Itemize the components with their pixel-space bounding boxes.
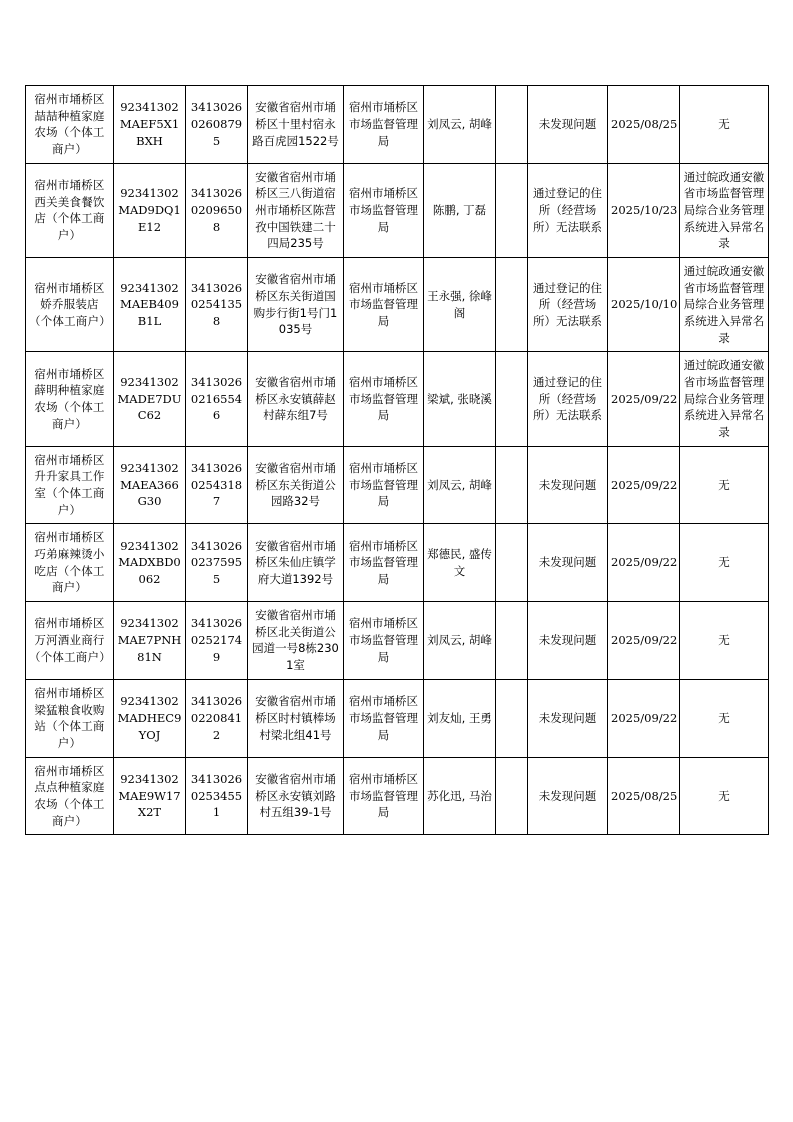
cell-registration-number: 341302602375955 — [186, 524, 248, 602]
cell-date: 2025/09/22 — [608, 524, 680, 602]
cell-remark: 通过皖政通安徽省市场监督管理局综合业务管理系统进入异常名录 — [680, 352, 769, 446]
cell-registration-number: 341302602096508 — [186, 163, 248, 257]
cell-remark: 无 — [680, 524, 769, 602]
cell-unified-social-credit-code: 92341302MAE7PNH81N — [114, 602, 186, 680]
cell-spare — [496, 524, 528, 602]
cell-result: 通过登记的住所（经营场所）无法联系 — [528, 352, 608, 446]
cell-remark: 通过皖政通安徽省市场监督管理局综合业务管理系统进入异常名录 — [680, 258, 769, 352]
cell-date: 2025/09/22 — [608, 352, 680, 446]
cell-persons: 苏化迅, 马治 — [424, 757, 496, 835]
cell-address: 安徽省宿州市埇桥区永安镇刘路村五组39-1号 — [248, 757, 344, 835]
cell-address: 安徽省宿州市埇桥区永安镇薛赵村薛东组7号 — [248, 352, 344, 446]
cell-date: 2025/10/23 — [608, 163, 680, 257]
cell-authority: 宿州市埇桥区市场监督管理局 — [344, 679, 424, 757]
cell-registration-number: 341302602521749 — [186, 602, 248, 680]
cell-persons: 梁斌, 张晓溪 — [424, 352, 496, 446]
cell-spare — [496, 163, 528, 257]
cell-name: 宿州市埇桥区万河酒业商行（个体工商户） — [26, 602, 114, 680]
cell-name: 宿州市埇桥区喆喆种植家庭农场（个体工商户） — [26, 86, 114, 164]
table-row — [26, 446, 769, 524]
cell-name: 宿州市埇桥区西关美食餐饮店（个体工商户） — [26, 163, 114, 257]
cell-spare — [496, 258, 528, 352]
cell-unified-social-credit-code: 92341302MAEA366G30 — [114, 446, 186, 524]
cell-unified-social-credit-code: 92341302MADXBD0062 — [114, 524, 186, 602]
cell-address: 安徽省宿州市埇桥区三八街道宿州市埇桥区陈营孜中国铁建二十四局235号 — [248, 163, 344, 257]
cell-name: 宿州市埇桥区升升家具工作室（个体工商户） — [26, 446, 114, 524]
cell-authority: 宿州市埇桥区市场监督管理局 — [344, 524, 424, 602]
table-row — [26, 524, 769, 602]
cell-result: 未发现问题 — [528, 524, 608, 602]
cell-registration-number: 341302602541358 — [186, 258, 248, 352]
cell-unified-social-credit-code: 92341302MADE7DUC62 — [114, 352, 186, 446]
cell-authority: 宿州市埇桥区市场监督管理局 — [344, 352, 424, 446]
cell-authority: 宿州市埇桥区市场监督管理局 — [344, 757, 424, 835]
cell-result: 未发现问题 — [528, 446, 608, 524]
cell-name: 宿州市埇桥区娇乔服装店（个体工商户） — [26, 258, 114, 352]
cell-registration-number: 341302602165546 — [186, 352, 248, 446]
cell-name: 宿州市埇桥区薛明种植家庭农场（个体工商户） — [26, 352, 114, 446]
cell-remark: 无 — [680, 602, 769, 680]
cell-address: 安徽省宿州市埇桥区时村镇棒场村梁北组41号 — [248, 679, 344, 757]
table-row — [26, 258, 769, 352]
cell-name: 宿州市埇桥区梁猛粮食收购站（个体工商户） — [26, 679, 114, 757]
cell-unified-social-credit-code: 92341302MAD9DQ1E12 — [114, 163, 186, 257]
cell-result: 未发现问题 — [528, 679, 608, 757]
cell-spare — [496, 352, 528, 446]
cell-authority: 宿州市埇桥区市场监督管理局 — [344, 258, 424, 352]
cell-persons: 陈鹏, 丁磊 — [424, 163, 496, 257]
cell-unified-social-credit-code: 92341302MAEF5X1BXH — [114, 86, 186, 164]
cell-persons: 刘凤云, 胡峰 — [424, 446, 496, 524]
cell-date: 2025/09/22 — [608, 602, 680, 680]
cell-date: 2025/09/22 — [608, 679, 680, 757]
cell-unified-social-credit-code: 92341302MADHEC9YOJ — [114, 679, 186, 757]
cell-spare — [496, 86, 528, 164]
table-row — [26, 679, 769, 757]
table-body — [26, 86, 769, 835]
cell-registration-number: 341302602543187 — [186, 446, 248, 524]
cell-authority: 宿州市埇桥区市场监督管理局 — [344, 446, 424, 524]
table-row — [26, 163, 769, 257]
cell-persons: 郑德民, 盛传文 — [424, 524, 496, 602]
table-row — [26, 352, 769, 446]
cell-registration-number: 341302602608795 — [186, 86, 248, 164]
table-row — [26, 602, 769, 680]
cell-unified-social-credit-code: 92341302MAE9W17X2T — [114, 757, 186, 835]
cell-authority: 宿州市埇桥区市场监督管理局 — [344, 86, 424, 164]
cell-date: 2025/10/10 — [608, 258, 680, 352]
cell-address: 安徽省宿州市埇桥区北关街道公园道一号8栋2301室 — [248, 602, 344, 680]
cell-address: 安徽省宿州市埇桥区东关街道公园路32号 — [248, 446, 344, 524]
cell-remark: 通过皖政通安徽省市场监督管理局综合业务管理系统进入异常名录 — [680, 163, 769, 257]
table-row — [26, 757, 769, 835]
cell-spare — [496, 679, 528, 757]
cell-persons: 刘凤云, 胡峰 — [424, 86, 496, 164]
registration-inspection-table — [25, 85, 769, 835]
cell-date: 2025/08/25 — [608, 757, 680, 835]
cell-result: 未发现问题 — [528, 602, 608, 680]
cell-persons: 王永强, 徐峰阁 — [424, 258, 496, 352]
cell-address: 安徽省宿州市埇桥区东关街道国购步行街1号门1035号 — [248, 258, 344, 352]
cell-authority: 宿州市埇桥区市场监督管理局 — [344, 163, 424, 257]
cell-remark: 无 — [680, 86, 769, 164]
cell-name: 宿州市埇桥区巧弟麻辣烫小吃店（个体工商户） — [26, 524, 114, 602]
cell-date: 2025/09/22 — [608, 446, 680, 524]
cell-name: 宿州市埇桥区点点种植家庭农场（个体工商户） — [26, 757, 114, 835]
cell-address: 安徽省宿州市埇桥区朱仙庄镇学府大道1392号 — [248, 524, 344, 602]
cell-unified-social-credit-code: 92341302MAEB409B1L — [114, 258, 186, 352]
cell-remark: 无 — [680, 757, 769, 835]
cell-spare — [496, 757, 528, 835]
cell-result: 未发现问题 — [528, 757, 608, 835]
cell-result: 通过登记的住所（经营场所）无法联系 — [528, 163, 608, 257]
cell-result: 通过登记的住所（经营场所）无法联系 — [528, 258, 608, 352]
cell-remark: 无 — [680, 446, 769, 524]
cell-date: 2025/08/25 — [608, 86, 680, 164]
cell-spare — [496, 446, 528, 524]
cell-registration-number: 341302602208412 — [186, 679, 248, 757]
cell-remark: 无 — [680, 679, 769, 757]
cell-persons: 刘友灿, 王勇 — [424, 679, 496, 757]
cell-spare — [496, 602, 528, 680]
cell-result: 未发现问题 — [528, 86, 608, 164]
cell-address: 安徽省宿州市埇桥区十里村宿永路百虎园1522号 — [248, 86, 344, 164]
cell-authority: 宿州市埇桥区市场监督管理局 — [344, 602, 424, 680]
cell-persons: 刘凤云, 胡峰 — [424, 602, 496, 680]
table-row — [26, 86, 769, 164]
cell-registration-number: 341302602534551 — [186, 757, 248, 835]
